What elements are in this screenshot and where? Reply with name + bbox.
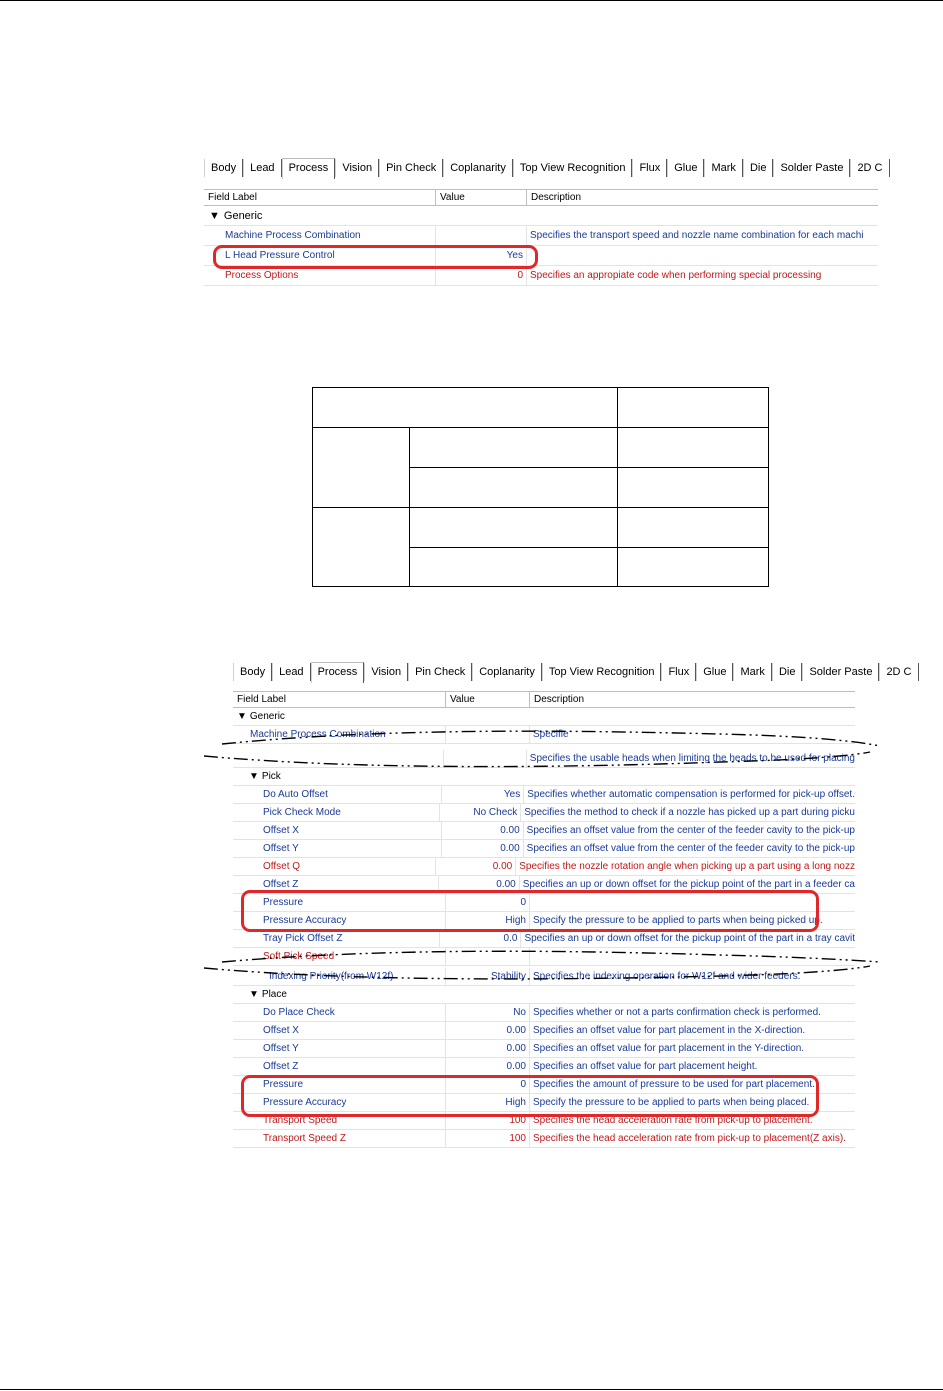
- field-description: Specifies the head acceleration rate from pick-up to placement(Z axis).: [533, 1133, 846, 1144]
- col-field-label[interactable]: Field Label: [233, 692, 446, 707]
- col-field-label[interactable]: Field Label: [204, 190, 436, 205]
- tab-coplanarity[interactable]: Coplanarity: [443, 159, 513, 177]
- tab-lead[interactable]: Lead: [243, 159, 281, 177]
- field-value[interactable]: 0.00: [439, 876, 520, 893]
- field-description: Specifie: [533, 729, 569, 740]
- group-label: Pick: [261, 771, 281, 782]
- field-label: Offset Z: [233, 876, 439, 893]
- field-description: Specifies an appropiate code when performing special processing: [530, 270, 822, 281]
- field-label: Offset X: [233, 1022, 446, 1039]
- collapse-triangle-icon[interactable]: ▼: [249, 989, 259, 1000]
- field-description: Specifies an up or down offset for the pickup point of the part in a tray cavit: [524, 933, 855, 944]
- field-value[interactable]: 0.00: [446, 1040, 530, 1057]
- tab-glue[interactable]: Glue: [696, 663, 733, 681]
- field-description: Specifies the amount of pressure to be used for part placement.: [533, 1079, 815, 1090]
- field-description: Specifies the head acceleration rate from pick-up to placement.: [533, 1115, 813, 1126]
- field-label: Tray Pick Offset Z: [233, 930, 440, 947]
- tab-body[interactable]: Body: [204, 159, 243, 177]
- field-label: Transport Speed Z: [233, 1130, 446, 1147]
- field-label: Pressure Accuracy: [233, 1094, 446, 1111]
- field-description: Specifies an offset value from the center of the feeder cavity to the pick-up: [526, 843, 855, 854]
- field-value[interactable]: High: [446, 912, 530, 929]
- field-description: Specifies an offset value for part placement height.: [533, 1061, 758, 1072]
- field-value[interactable]: 0.00: [442, 840, 524, 857]
- tab-top-view-recognition[interactable]: Top View Recognition: [542, 663, 662, 681]
- tab-top-view-recognition[interactable]: Top View Recognition: [513, 159, 633, 177]
- field-value[interactable]: 0: [446, 1076, 530, 1093]
- field-value[interactable]: 0.00: [436, 858, 516, 875]
- tab-flux[interactable]: Flux: [661, 663, 696, 681]
- field-description: Specifies whether or not a parts confirmation check is performed.: [533, 1007, 821, 1018]
- col-value[interactable]: Value: [436, 190, 527, 205]
- tab-solder-paste[interactable]: Solder Paste: [773, 159, 850, 177]
- field-description: Specifies an offset value for part placement in the X-direction.: [533, 1025, 806, 1036]
- collapse-triangle-icon[interactable]: ▼: [209, 210, 220, 222]
- collapse-triangle-icon[interactable]: ▼: [249, 771, 259, 782]
- tab-die[interactable]: Die: [772, 663, 803, 681]
- field-label: Offset Z: [233, 1058, 446, 1075]
- tab-process[interactable]: Process: [282, 158, 336, 179]
- field-value[interactable]: 0: [436, 266, 527, 285]
- tab-body[interactable]: Body: [233, 663, 272, 681]
- tab-solder-paste[interactable]: Solder Paste: [802, 663, 879, 681]
- field-value[interactable]: 0.0: [440, 930, 521, 947]
- tab-flux[interactable]: Flux: [632, 159, 667, 177]
- field-description: Specifies the method to check if a nozzle has picked up a part during picku: [524, 807, 855, 818]
- field-value[interactable]: No Check: [440, 804, 521, 821]
- field-label: Soft Pick Speed: [233, 948, 446, 965]
- tab-mark[interactable]: Mark: [733, 663, 771, 681]
- field-value[interactable]: 0.00: [446, 1022, 530, 1039]
- field-value[interactable]: Stability: [446, 968, 530, 985]
- tab-mark[interactable]: Mark: [704, 159, 742, 177]
- field-label: Machine Process Combination: [233, 726, 446, 743]
- tab-vision[interactable]: Vision: [364, 663, 408, 681]
- field-label: Indexing Priority(from W12f): [233, 968, 446, 985]
- field-description: Specifies an offset value for part placement in the Y-direction.: [533, 1043, 805, 1054]
- tab-process[interactable]: Process: [311, 662, 365, 683]
- field-label: Machine Process Combination: [204, 226, 436, 245]
- bottom-rule: [0, 1389, 943, 1390]
- collapse-triangle-icon[interactable]: ▼: [237, 711, 247, 722]
- field-label: Transport Speed: [233, 1112, 446, 1129]
- group-label: Place: [261, 989, 287, 1000]
- field-value[interactable]: No: [446, 1004, 530, 1021]
- field-description: Specifies the nozzle rotation angle when picking up a part using a long nozz: [519, 861, 855, 872]
- tab-coplanarity[interactable]: Coplanarity: [472, 663, 542, 681]
- tab-pin-check[interactable]: Pin Check: [379, 159, 443, 177]
- field-label: Offset Y: [233, 1040, 446, 1057]
- group-label: Generic: [249, 711, 285, 722]
- field-description: Specifies the usable heads when limiting the heads to be used for placing: [529, 753, 855, 764]
- field-value[interactable]: 100: [446, 1112, 530, 1129]
- field-value[interactable]: 0.00: [446, 1058, 530, 1075]
- tab-pin-check[interactable]: Pin Check: [408, 663, 472, 681]
- field-label: Pressure: [233, 894, 446, 911]
- field-label: Offset Y: [233, 840, 442, 857]
- field-description: Specifies whether automatic compensation is performed for pick-up offset.: [527, 789, 855, 800]
- field-label: Do Auto Offset: [233, 786, 442, 803]
- field-description: Specify the pressure to be applied to parts when being picked up.: [533, 915, 823, 926]
- field-description: Specify the pressure to be applied to parts when being placed.: [533, 1097, 810, 1108]
- field-value[interactable]: Yes: [436, 246, 527, 265]
- field-description: Specifies the indexing operation for W12f and wider feeders.: [533, 971, 801, 982]
- field-label: Process Options: [204, 266, 436, 285]
- field-value[interactable]: 0.00: [442, 822, 524, 839]
- field-label: Pressure: [233, 1076, 446, 1093]
- tab-vision[interactable]: Vision: [335, 159, 379, 177]
- tab-die[interactable]: Die: [743, 159, 774, 177]
- tab-glue[interactable]: Glue: [667, 159, 704, 177]
- col-value[interactable]: Value: [446, 692, 530, 707]
- tab-lead[interactable]: Lead: [272, 663, 310, 681]
- field-description: Specifies an offset value from the center of the feeder cavity to the pick-up: [526, 825, 855, 836]
- field-label: Do Place Check: [233, 1004, 446, 1021]
- field-value[interactable]: 0: [446, 894, 530, 911]
- field-description: Specifies the transport speed and nozzle name combination for each machi: [530, 230, 864, 241]
- field-label: Offset Q: [233, 858, 436, 875]
- field-label: Offset X: [233, 822, 442, 839]
- field-label: Pressure Accuracy: [233, 912, 446, 929]
- group-label: Generic: [223, 210, 263, 222]
- field-value[interactable]: Yes: [442, 786, 524, 803]
- tab-2d[interactable]: 2D C: [879, 663, 918, 681]
- field-value[interactable]: 100: [446, 1130, 530, 1147]
- field-label: L Head Pressure Control: [204, 246, 436, 265]
- col-description[interactable]: Description: [531, 192, 582, 203]
- tab-2d[interactable]: 2D C: [850, 159, 889, 177]
- field-description: Specifies an up or down offset for the pickup point of the part in a feeder ca: [522, 879, 855, 890]
- field-label: Pick Check Mode: [233, 804, 440, 821]
- field-value[interactable]: High: [446, 1094, 530, 1111]
- col-description[interactable]: Description: [534, 694, 585, 705]
